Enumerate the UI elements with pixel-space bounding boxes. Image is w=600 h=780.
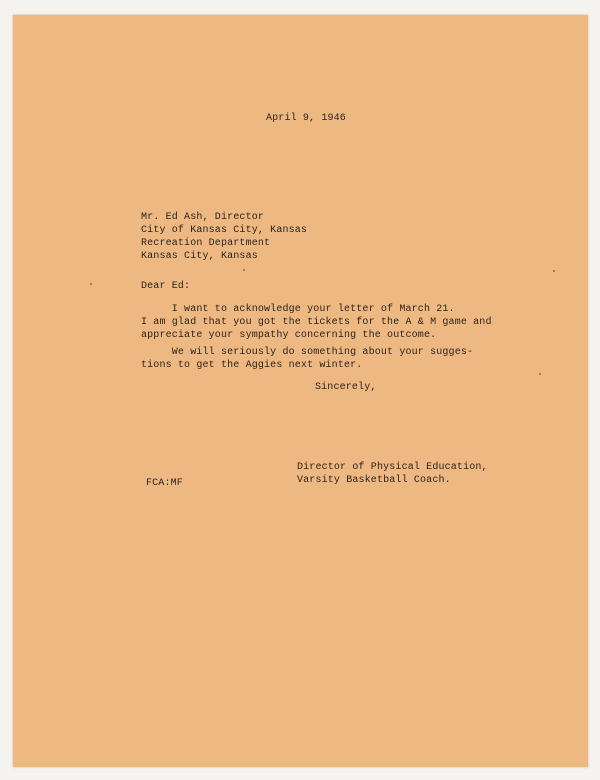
letter-date: April 9, 1946 bbox=[266, 113, 346, 124]
signature-title-line-2: Varsity Basketball Coach. bbox=[297, 475, 451, 486]
paragraph-2-line-2: tions to get the Aggies next winter. bbox=[141, 360, 363, 371]
paragraph-2-line-1: We will seriously do something about your sugges- bbox=[141, 347, 474, 358]
signature-title-line-1: Director of Physical Education, bbox=[297, 462, 488, 473]
paper-speck bbox=[243, 269, 245, 271]
paper-speck bbox=[539, 373, 541, 375]
reference-initials: FCA:MF bbox=[146, 478, 183, 489]
paper-speck bbox=[553, 270, 555, 272]
paragraph-1-line-3: appreciate your sympathy concerning the outcome. bbox=[141, 330, 437, 341]
closing: Sincerely, bbox=[315, 382, 377, 393]
paragraph-1-line-1: I want to acknowledge your letter of March 21. bbox=[141, 304, 455, 315]
recipient-department-line: Recreation Department bbox=[141, 238, 271, 249]
paper-speck bbox=[90, 283, 92, 285]
recipient-location-line: Kansas City, Kansas bbox=[141, 251, 258, 262]
paragraph-1-line-2: I am glad that you got the tickets for the A & M game and bbox=[141, 317, 492, 328]
letter-page bbox=[13, 15, 588, 767]
salutation: Dear Ed: bbox=[141, 281, 191, 292]
recipient-name-line: Mr. Ed Ash, Director bbox=[141, 212, 265, 223]
recipient-city-line: City of Kansas City, Kansas bbox=[141, 225, 308, 236]
